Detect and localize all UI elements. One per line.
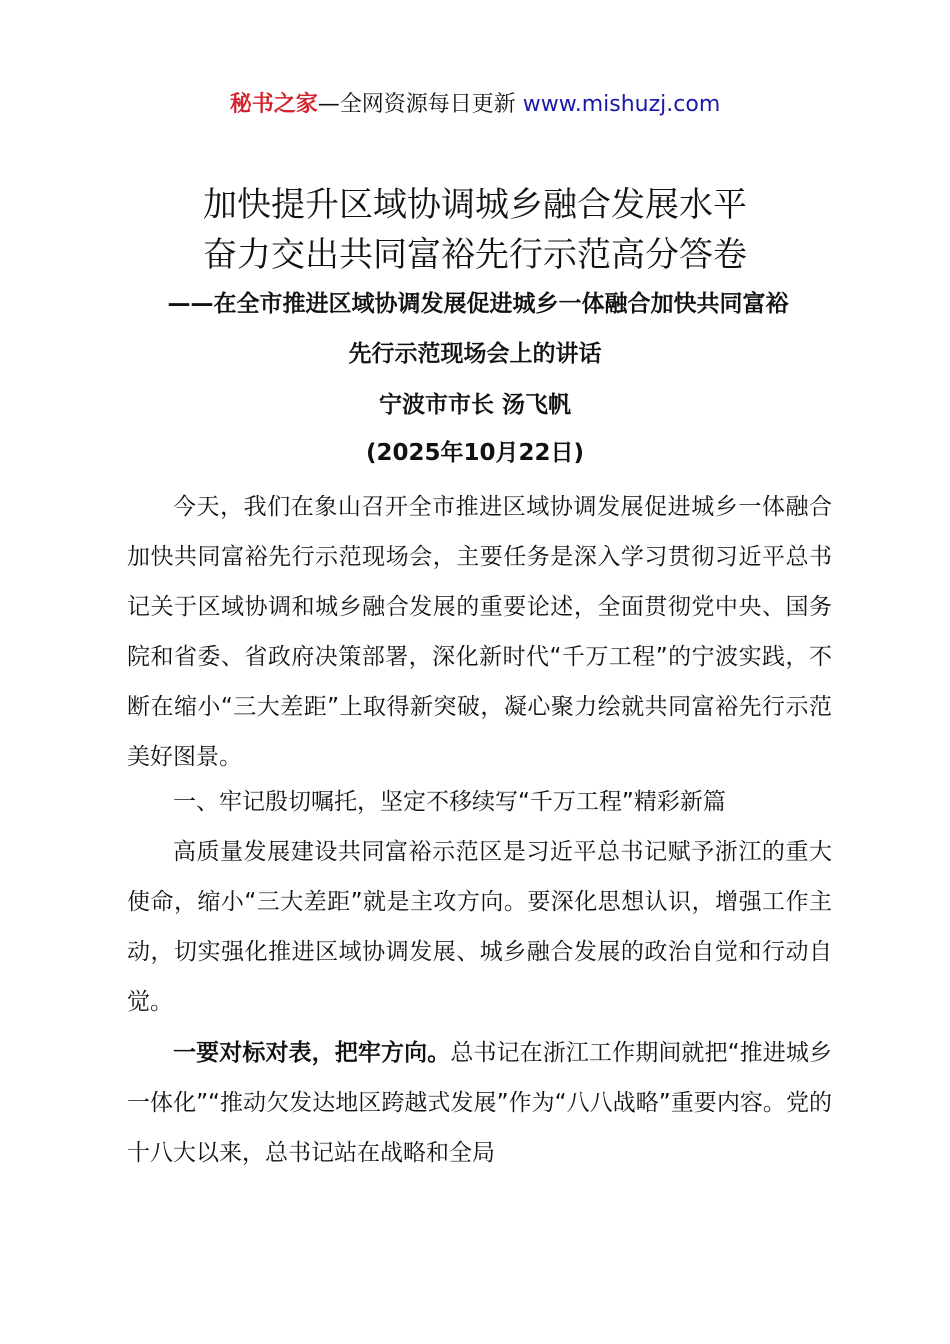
header-slogan: —全网资源每日更新	[317, 92, 523, 117]
section-1-heading: 一、牢记殷切嘱托，坚定不移续写“千万工程”精彩新篇	[173, 789, 726, 815]
author-line: 宁波市市长 汤飞帆	[378, 392, 571, 418]
brand-name: 秘书之家	[229, 92, 318, 117]
point-1-lead: 一要对标对表，把牢方向。	[173, 1040, 451, 1066]
paragraph-2: 高质量发展建设共同富裕示范区是习近平总书记赋予浙江的重大使命，缩小“三大差距”就是主攻方向。要深化思想认识，增强工作主动，切实强化推进区域协调发展、城乡融合发展的政治自觉和行动自觉。	[127, 839, 832, 1015]
paragraph-3	[127, 1028, 832, 1178]
title-line-2: 奋力交出共同富裕先行示范高分答卷	[203, 235, 747, 275]
subtitle-line-1: ——在全市推进区域协调发展促进城乡一体融合加快共同富裕	[167, 291, 789, 317]
point-1-text: 总书记在浙江工作期间就把“推进城乡一体化”“推动欠发达地区跨越式发展”作为“八八战略”重要内容。党的十八大以来，总书记站在战略和全局	[127, 1040, 833, 1166]
paragraph-1: 今天，我们在象山召开全市推进区域协调发展促进城乡一体融合加快共同富裕先行示范现场会，主要任务是深入学习贯彻习近平总书记关于区域协调和城乡融合发展的重要论述，全面贯彻党中央、国务院和省委、省政府决策部署，深化新时代“千万工程”的宁波实践，不断在缩小“三大差距”上取得新突破，凝心聚力绘就共同富裕先行示范美好图景。	[127, 494, 832, 770]
title-line-1: 加快提升区域协调城乡融合发展水平	[203, 185, 747, 225]
website-link[interactable]: www.mishuzj.com	[522, 92, 721, 117]
site-header	[0, 88, 950, 122]
date-line: (2025年10月22日)	[365, 440, 585, 466]
subtitle-line-2: 先行示范现场会上的讲话	[348, 341, 602, 367]
